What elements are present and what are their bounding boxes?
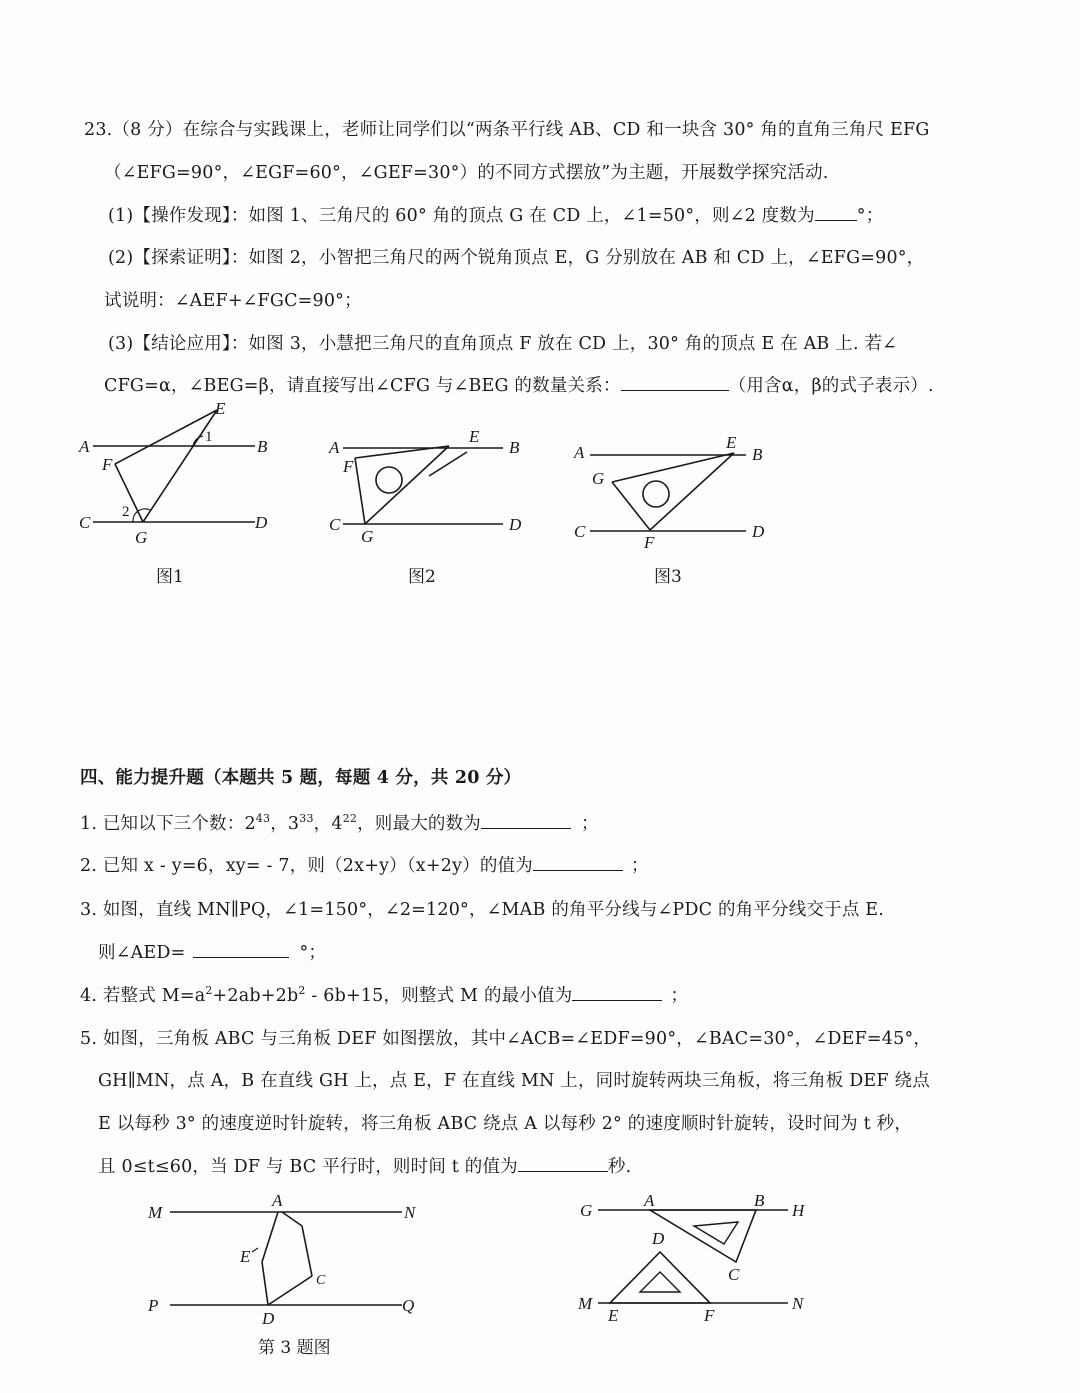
- problem-3-end: °；: [299, 943, 327, 963]
- problem-1-mid-1: ，3: [270, 814, 300, 834]
- problem-4-end: ；: [670, 986, 689, 1006]
- problem-3-line-1: 3. 如图，直线 MN∥PQ，∠1=150°，∠2=120°，∠MAB 的角平分线与∠PDC 的角平分线交于点 E.: [80, 900, 885, 920]
- fig2-label-c: C: [329, 515, 341, 534]
- problem-1-exp-3: 22: [342, 812, 358, 826]
- answer-blank-p5[interactable]: [518, 1171, 608, 1172]
- p5fig-label-c: C: [728, 1265, 740, 1284]
- figure-3-caption: 图3: [654, 567, 682, 587]
- q23-line-5: 试说明：∠AEF+∠FGC=90°；: [104, 291, 362, 311]
- fig1-label-d: D: [255, 513, 268, 532]
- q23-part3-tail: （用含α，β的式子表示）.: [728, 376, 934, 396]
- answer-blank-q23-3[interactable]: [621, 390, 729, 391]
- fig2-label-e: E: [469, 427, 480, 446]
- fig3-label-c: C: [574, 522, 586, 541]
- answer-blank-p4[interactable]: [572, 1000, 662, 1001]
- p3fig-label-c: C: [316, 1273, 326, 1288]
- problem-2-end: ；: [630, 856, 649, 876]
- q23-line-6: (3)【结论应用】：如图 3，小慧把三角尺的直角顶点 F 放在 CD 上，30° 角的顶点 E 在 AB 上. 若∠: [108, 334, 898, 354]
- fig1-label-c: C: [79, 513, 91, 532]
- fig3-label-g: G: [592, 469, 605, 488]
- p3fig-label-d: D: [262, 1309, 275, 1328]
- p5fig-label-f: F: [704, 1306, 715, 1325]
- problem-4: [80, 982, 688, 1007]
- answer-blank-p1[interactable]: [481, 828, 571, 829]
- p3fig-label-q: Q: [402, 1296, 415, 1315]
- problem-5-line-4: [98, 1153, 631, 1178]
- figure-2: [325, 420, 535, 554]
- fig2-label-a: A: [329, 438, 340, 457]
- problem-5-text: 且 0≤t≤60，当 DF 与 BC 平行时，则时间 t 的值为: [98, 1157, 518, 1177]
- p5fig-label-d: D: [652, 1229, 665, 1248]
- figure-1-caption: 图1: [156, 567, 184, 587]
- problem-1-end: ；: [581, 814, 599, 834]
- problem-4-text: 4. 若整式 M=a: [80, 986, 206, 1006]
- answer-blank-p2[interactable]: [533, 870, 623, 871]
- problem-1-exp-1: 43: [255, 812, 271, 826]
- fig1-label-b: B: [257, 437, 268, 456]
- p3fig-label-m: M: [148, 1203, 163, 1222]
- problem-1: [80, 810, 599, 835]
- problem-1-text: 1. 已知以下三个数：2: [80, 814, 256, 834]
- fig1-label-a: A: [79, 437, 90, 456]
- fig1-label-g: G: [135, 528, 148, 547]
- problem-5-figure: [572, 1186, 832, 1340]
- p3fig-label-e: E: [240, 1247, 251, 1266]
- problem-5-end: 秒.: [607, 1157, 632, 1177]
- p3fig-label-p: P: [148, 1296, 159, 1315]
- q23-line-7: [104, 372, 934, 397]
- problem-1-exp-2: 33: [299, 812, 314, 826]
- fig3-label-d: D: [752, 522, 765, 541]
- answer-blank-p3[interactable]: [193, 957, 289, 958]
- problem-5-line-1: 5. 如图，三角板 ABC 与三角板 DEF 如图摆放，其中∠ACB=∠EDF=90°，∠BAC=30°，∠DEF=45°，: [80, 1029, 932, 1049]
- p5fig-label-e: E: [608, 1306, 619, 1325]
- fig2-label-d: D: [509, 515, 522, 534]
- fig1-angle-2: 2: [122, 504, 130, 520]
- problem-3-line-2: [98, 939, 326, 964]
- fig1-angle-1: 1: [205, 429, 213, 445]
- figure-2-caption: 图2: [408, 567, 436, 587]
- q23-line-3: [108, 202, 883, 227]
- fig3-label-a: A: [574, 443, 585, 462]
- figure-3: [570, 430, 780, 559]
- p5fig-label-a: A: [644, 1191, 655, 1210]
- fig1-label-f: F: [102, 455, 113, 474]
- p3fig-label-a: A: [272, 1191, 283, 1210]
- problem-2-text: 2. 已知 x - y=6，xy= - 7，则（2x+y）（x+2y）的值为: [80, 856, 533, 876]
- p5fig-label-m: M: [578, 1294, 593, 1313]
- problem-1-tail: ，则最大的数为: [357, 814, 482, 834]
- problem-4-mid: +2ab+2b: [212, 986, 299, 1006]
- problem-3-figure: [140, 1188, 440, 1342]
- q23-part1-tail: °；: [856, 206, 884, 226]
- problem-4-exp-1: 2: [205, 984, 213, 998]
- fig2-label-f: F: [343, 457, 354, 476]
- q23-line-1: 23.（8 分）在综合与实践课上，老师让同学们以“两条平行线 AB、CD 和一块含 30° 角的直角三角尺 EFG: [84, 120, 930, 140]
- p5fig-label-h: H: [792, 1201, 805, 1220]
- problem-3-figure-caption: 第 3 题图: [258, 1338, 331, 1358]
- fig2-label-g: G: [361, 527, 374, 546]
- q23-line-2: （∠EFG=90°，∠EGF=60°，∠GEF=30°）的不同方式摆放”为主题，开展数学探究活动.: [104, 163, 829, 183]
- problem-5-line-2: GH∥MN，点 A，B 在直线 GH 上，点 E，F 在直线 MN 上，同时旋转两块三角板，将三角板 DEF 绕点: [98, 1071, 930, 1091]
- problem-5-line-3: E 以每秒 3° 的速度逆时针旋转，将三角板 ABC 绕点 A 以每秒 2° 的速度顺时针旋转，设时间为 t 秒，: [98, 1114, 913, 1134]
- problem-4-exp-2: 2: [298, 984, 306, 998]
- section-4-title: 四、能力提升题（本题共 5 题，每题 4 分，共 20 分）: [80, 768, 522, 788]
- fig3-label-b: B: [752, 445, 763, 464]
- p3fig-label-n: N: [404, 1203, 416, 1222]
- fig1-label-e: E: [215, 399, 226, 418]
- p5fig-label-b: B: [754, 1191, 765, 1210]
- problem-4-tail: - 6b+15，则整式 M 的最小值为: [305, 986, 573, 1006]
- figure-1: [75, 398, 275, 552]
- p5fig-label-n: N: [792, 1294, 804, 1313]
- problem-1-mid-2: ，4: [313, 814, 343, 834]
- answer-blank-q23-1[interactable]: [815, 220, 857, 221]
- problem-2: [80, 852, 649, 877]
- fig3-label-f: F: [644, 533, 655, 552]
- q23-part1-text: (1)【操作发现】：如图 1、三角尺的 60° 角的顶点 G 在 CD 上，∠1=50°，则∠2 度数为: [108, 206, 815, 226]
- fig2-label-b: B: [509, 438, 520, 457]
- q23-line-4: (2)【探索证明】：如图 2，小智把三角尺的两个锐角顶点 E，G 分别放在 AB 和 CD 上，∠EFG=90°，: [108, 248, 925, 268]
- q23-part3-text: CFG=α，∠BEG=β，请直接写出∠CFG 与∠BEG 的数量关系：: [104, 376, 621, 396]
- p5fig-label-g: G: [580, 1201, 593, 1220]
- problem-3-text: 则∠AED=: [98, 943, 186, 963]
- fig3-label-e: E: [726, 433, 737, 452]
